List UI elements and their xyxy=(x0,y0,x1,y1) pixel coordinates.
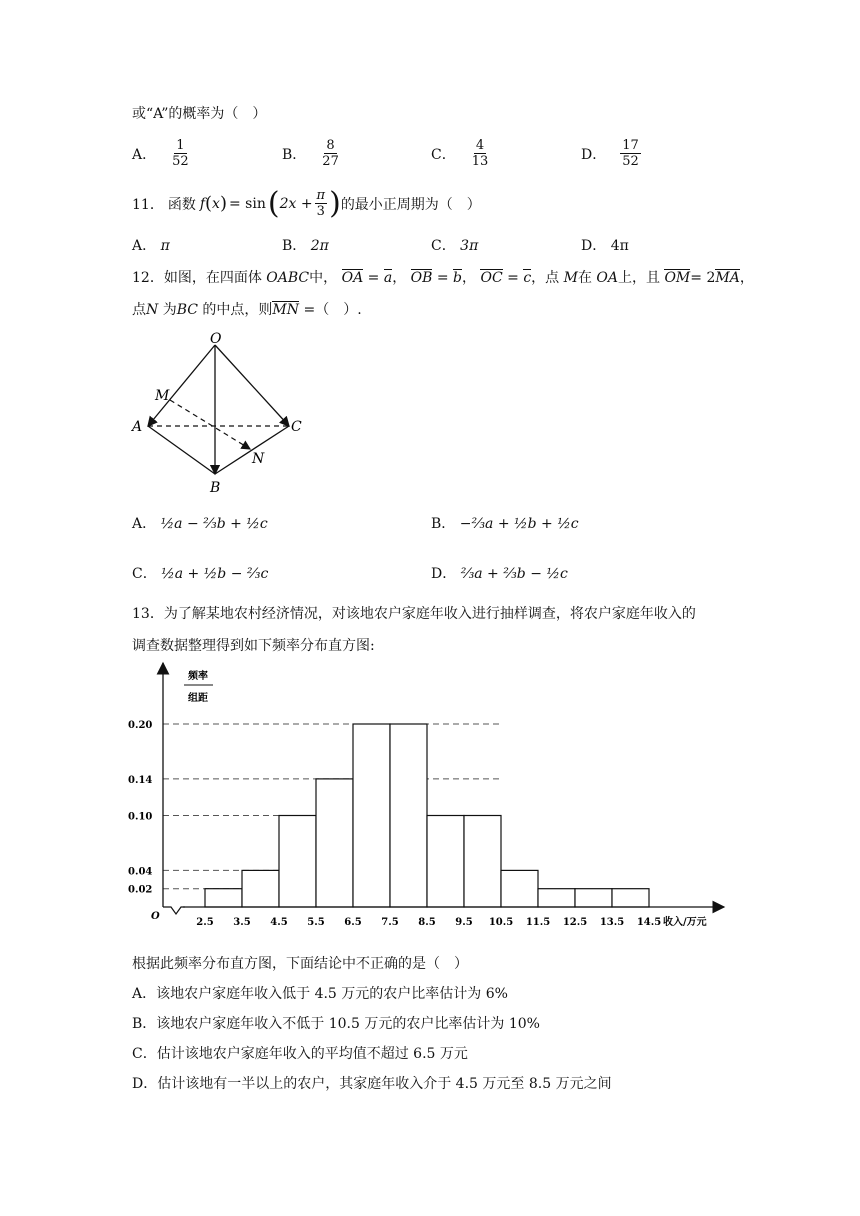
fraction: $\frac{8}{27}$ xyxy=(322,138,339,169)
fraction: $\frac{\pi}{3}$ xyxy=(316,188,326,219)
histogram-bar xyxy=(538,889,575,907)
histogram-bar xyxy=(427,816,464,908)
histogram-bar xyxy=(316,779,353,907)
q12-option-d: D． ⅔a + ⅔b − ½c xyxy=(431,566,568,582)
x-tick-label: 5.5 xyxy=(307,917,325,928)
q12-stem-line1: 12．如图，在四面体 OABC中， OA = a， OB = b， OC = c，点 M在 OA上，且 OM= 2MA， xyxy=(132,270,754,286)
fraction: $\frac{17}{52}$ xyxy=(622,138,639,169)
x-tick-label: 4.5 xyxy=(270,917,288,928)
q11-option-a: A． π xyxy=(132,238,170,254)
vector-mn xyxy=(170,400,250,449)
x-tick-label: 14.5 xyxy=(636,917,662,928)
histogram-bar xyxy=(390,724,427,907)
q13-question: 根据此频率分布直方图，下面结论中不正确的是（ ） xyxy=(132,956,468,972)
x-tick-label: 9.5 xyxy=(455,917,473,928)
frequency-histogram xyxy=(120,655,740,940)
q11-option-b: B． 2π xyxy=(282,238,329,254)
y-tick-label: 0.20 xyxy=(128,720,153,731)
y-tick-label: 0.02 xyxy=(128,884,153,896)
y-label-top: 频率 xyxy=(188,671,208,682)
fraction: $\frac{1}{52}$ xyxy=(172,138,189,169)
histogram-bar xyxy=(501,870,538,907)
q10-option-b: B． $\frac{8}{27}$ xyxy=(282,138,339,169)
x-label: 收入/万元 xyxy=(663,917,707,928)
histogram-bar xyxy=(205,889,242,907)
x-tick-label: 6.5 xyxy=(344,917,362,928)
q13-option-c: C．估计该地农户家庭年收入的平均值不超过 6.5 万元 xyxy=(132,1046,468,1062)
q13-stem-line2: 调查数据整理得到如下频率分布直方图: xyxy=(132,638,375,654)
label-b: B xyxy=(210,480,221,496)
x-tick-label: 10.5 xyxy=(488,917,514,928)
x-tick-label: 12.5 xyxy=(562,917,588,928)
label-o: O xyxy=(210,331,222,347)
histogram-bar xyxy=(279,816,316,908)
q11-stem: 11． 函数 f ( x ) = sin ( 2x + $\frac{\pi}{3}$ ) 的最小正周期为（ ） xyxy=(132,185,481,221)
x-tick-label: 3.5 xyxy=(233,917,251,928)
x-tick-label: 13.5 xyxy=(599,917,625,928)
label-m: M xyxy=(155,388,170,404)
q13-option-b: B．该地农户家庭年收入不低于 10.5 万元的农户比率估计为 10% xyxy=(132,1016,540,1032)
edge-oa xyxy=(148,345,215,426)
histogram-bar xyxy=(464,816,501,908)
x-tick-label: 8.5 xyxy=(418,917,436,928)
y-tick-label: 0.04 xyxy=(128,866,153,878)
q12-option-c: C． ½a + ½b − ⅔c xyxy=(132,566,269,582)
q10-option-c: C． $\frac{4}{13}$ xyxy=(431,138,489,169)
q10-option-d: D． $\frac{17}{52}$ xyxy=(581,138,639,169)
y-label-bottom: 组距 xyxy=(188,693,208,704)
histogram-bar xyxy=(353,724,390,907)
histogram-bar xyxy=(242,870,279,907)
x-tick-label: 7.5 xyxy=(381,917,399,928)
q12-option-b: B． −⅔a + ½b + ½c xyxy=(431,516,579,532)
histogram-bar xyxy=(612,889,649,907)
q12-option-a: A． ½a − ⅔b + ½c xyxy=(132,516,268,532)
edge-ab xyxy=(148,426,215,474)
origin-label: O xyxy=(151,911,160,922)
y-tick-label: 0.10 xyxy=(128,811,153,823)
edge-oc xyxy=(215,345,289,426)
fraction: $\frac{4}{13}$ xyxy=(471,138,489,169)
q12-stem-line2: 点N 为BC 的中点，则MN =（ ）. xyxy=(132,302,362,318)
axis-break xyxy=(163,907,185,914)
q11-option-c: C． 3π xyxy=(431,238,479,254)
label-c: C xyxy=(291,419,302,435)
tetrahedron-figure xyxy=(128,330,318,500)
x-tick-label: 11.5 xyxy=(525,917,551,928)
q10-text: 或“A”的概率为（ ） xyxy=(132,106,267,122)
q11-option-d: D． 4π xyxy=(581,238,629,254)
q13-stem-line1: 13．为了解某地农村经济情况，对该地农户家庭年收入进行抽样调查，将农户家庭年收入的 xyxy=(132,606,696,622)
q10-option-a: A． $\frac{1}{52}$ xyxy=(132,138,189,169)
x-tick-label: 2.5 xyxy=(196,917,214,928)
q13-option-a: A．该地农户家庭年收入低于 4.5 万元的农户比率估计为 6% xyxy=(132,986,508,1002)
histogram-bar xyxy=(575,889,612,907)
y-tick-label: 0.14 xyxy=(128,774,153,786)
label-a: A xyxy=(132,419,143,435)
q13-option-d: D．估计该地有一半以上的农户，其家庭年收入介于 4.5 万元至 8.5 万元之间 xyxy=(132,1076,612,1092)
label-n: N xyxy=(252,451,265,467)
